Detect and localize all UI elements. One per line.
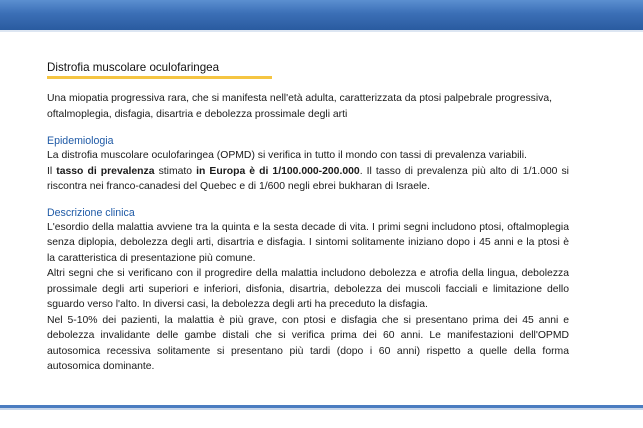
epidemiologia-bold-europa: in Europa è di 1/100.000-200.000: [196, 165, 360, 177]
header-banner: [0, 0, 643, 30]
page-title: Distrofia muscolare oculofaringea: [47, 61, 220, 74]
descrizione-paragraph-3: Nel 5-10% dei pazienti, la malattia è più grave, con ptosi e disfagia che si presentano prima dei 45 anni e debolezza invalidante delle gambe distali che si verifica prima dei 60 anni. Le manifestazioni dell'OPMD autosomica recessiva solitamente si presentano più tardi (dopo i 60 anni) rispetto a quelle della forma autosomica dominante.: [47, 314, 569, 372]
epidemiologia-paragraph-1: La distrofia muscolare oculofaringea (OPMD) si verifica in tutto il mondo con tassi di prevalenza variabili.: [47, 150, 527, 161]
epidemiologia-text-mid: stimato: [154, 165, 197, 177]
epidemiologia-paragraph-2: [47, 164, 569, 195]
header-banner-edge: [0, 30, 643, 32]
section-epidemiologia: [47, 134, 569, 195]
section-heading-epidemiologia: Epidemiologia: [47, 135, 114, 147]
epidemiologia-text-pre: Il: [47, 165, 57, 177]
descrizione-paragraph-1: L'esordio della malattia avviene tra la quinta e la sesta decade di vita. I primi segni includono ptosi, oftalmoplegia senza diplopia, debolezza degli arti, disartria e disfagia. I sintomi solitamente iniziano dopo i 45 anni e la ptosi è la caratteristica di presentazione più comune.: [47, 221, 569, 264]
epidemiologia-text-post: . Il tasso di prevalenza più alto di 1/1.000 si riscontra nei franco-canadesi del Quebec e di 1/600 negli ebrei bukharan di Israele.: [47, 165, 569, 192]
footer-rule-edge: [0, 408, 643, 410]
intro-text: Una miopatia progressiva rara, che si manifesta nell'età adulta, caratterizzata da ptosi palpebrale progressiva, oftalmoplegia, disfagia, disartria e debolezza prossimale degli arti: [47, 93, 553, 120]
section-descrizione-clinica: [47, 206, 569, 375]
descrizione-paragraph-2: Altri segni che si verificano con il progredire della malattia includono debolezza e atrofia della lingua, debolezza prossimale degli arti superiori e inferiori, disfonia, disartria, debolezza dei muscoli facciali e limitazione dello sguardo verso l'alto. In diversi casi, la debolezza degli arti ha preceduto la disfagia.: [47, 268, 569, 310]
epidemiologia-bold-prevalenza: tasso di prevalenza: [56, 165, 155, 177]
document-body: [47, 60, 569, 386]
section-heading-descrizione: Descrizione clinica: [47, 206, 135, 219]
